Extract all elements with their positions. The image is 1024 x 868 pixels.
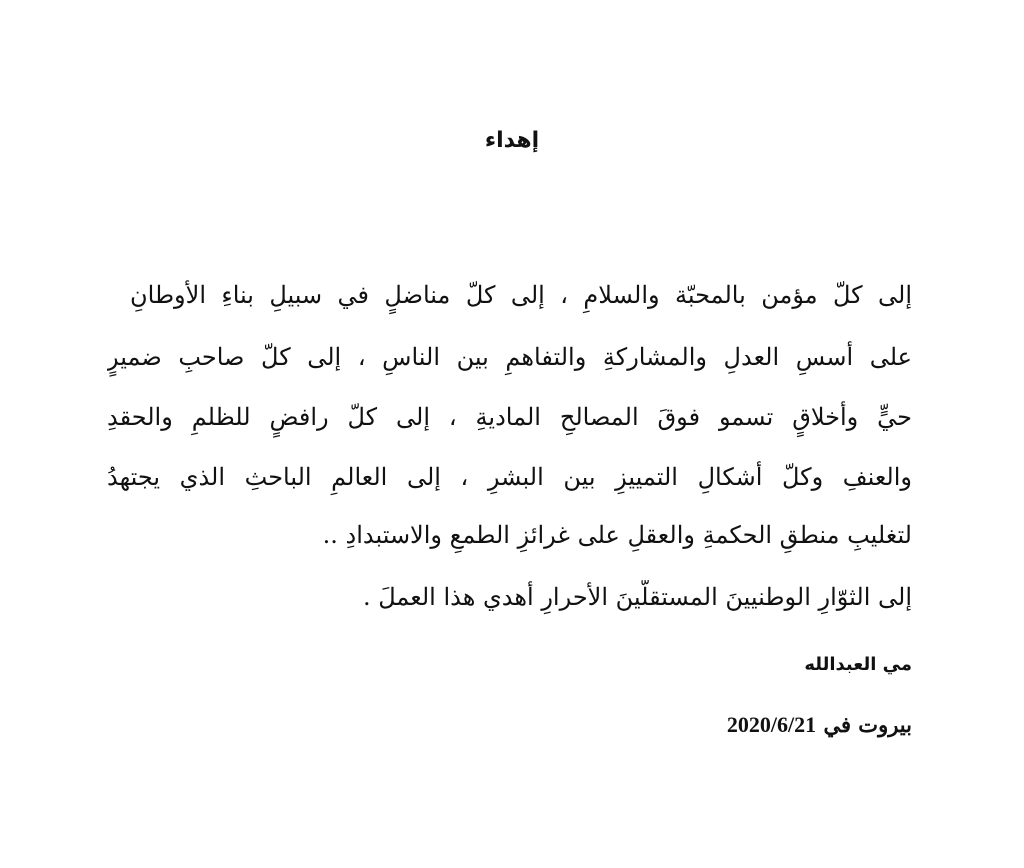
date-value: 2020/6/21	[726, 712, 817, 737]
author-signature: مي العبدالله	[804, 654, 912, 675]
dedication-line: إلى الثوّارِ الوطنيينَ المستقلّينَ الأحرارِ أهدي هذا العملَ .	[362, 583, 912, 611]
paragraph-line: على أسسِ العدلِ والمشاركةِ والتفاهمِ بين الناسِ ، إلى كلّ صاحبِ ضميرٍ	[107, 343, 912, 371]
page-title: إهداء	[484, 128, 540, 153]
paragraph-line: والعنفِ وكلّ أشكالِ التمييزِ بين البشرِ ، إلى العالمِ الباحثِ الذي يجتهدُ	[107, 463, 912, 491]
paragraph-line: إلى كلّ مؤمن بالمحبّة والسلامِ ، إلى كلّ مناضلٍ في سبيلِ بناءِ الأوطانِ	[130, 281, 912, 309]
place-date	[727, 708, 912, 742]
paragraph-line: لتغليبِ منطقِ الحكمةِ والعقلِ على غرائزِ الطمعِ والاستبدادِ ..	[322, 521, 912, 549]
place-label: بيروت في	[823, 712, 912, 737]
paragraph-line: حيٍّ وأخلاقٍ تسمو فوقَ المصالحِ الماديةِ ، إلى كلّ رافضٍ للظلمِ والحقدِ	[107, 403, 912, 431]
